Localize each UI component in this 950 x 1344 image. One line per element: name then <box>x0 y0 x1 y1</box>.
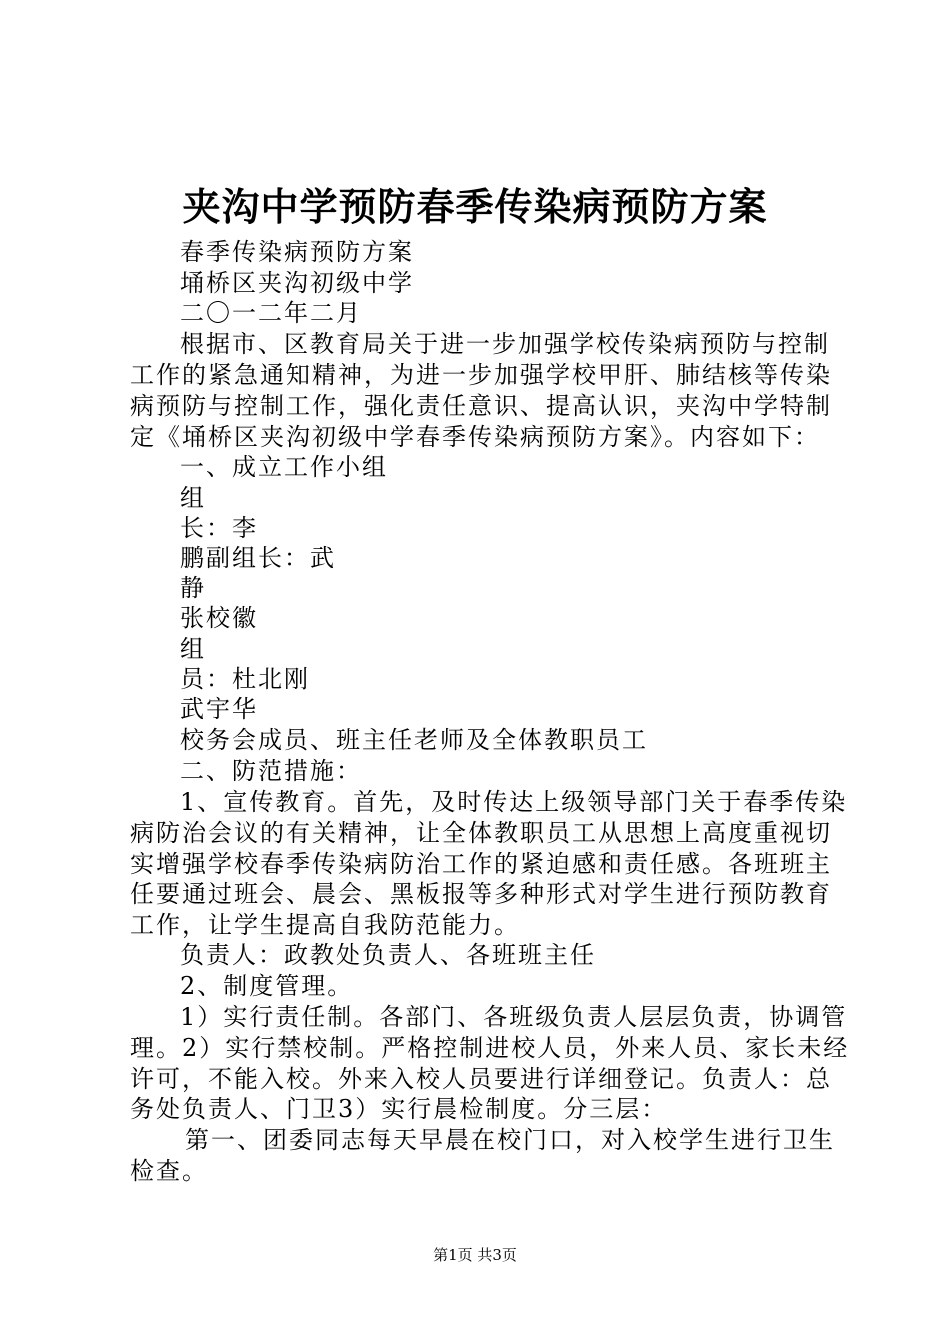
page-footer: 第1页 共3页 <box>433 1246 517 1264</box>
paragraph-line: 根据市、区教育局关于进一步加强学校传染病预防与控制 <box>180 330 830 358</box>
paragraph-line: 工作的紧急通知精神，为进一步加强学校甲肝、肺结核等传染 <box>130 361 832 389</box>
school-name-line: 埇桥区夹沟初级中学 <box>180 269 414 297</box>
team-line: 员：杜北刚 <box>180 665 310 693</box>
paragraph-line: 第一、团委同志每天早晨在校门口，对入校学生进行卫生 <box>185 1126 835 1154</box>
team-line: 武宇华 <box>180 695 258 723</box>
team-line: 校务会成员、班主任老师及全体教职员工 <box>180 726 648 754</box>
paragraph-line: 许可，不能入校。外来入校人员要进行详细登记。负责人：总 <box>130 1065 832 1093</box>
team-line: 组 <box>180 635 206 663</box>
responsible-line: 负责人：政教处负责人、各班班主任 <box>180 941 596 969</box>
paragraph-line: 务处负责人、门卫3）实行晨检制度。分三层： <box>130 1095 668 1123</box>
paragraph-line: 病防治会议的有关精神，让全体教职员工从思想上高度重视切 <box>130 819 832 847</box>
team-line: 鹏副组长：武 <box>180 544 336 572</box>
section-heading: 二、防范措施： <box>180 757 362 785</box>
paragraph-line: 1）实行责任制。各部门、各班级负责人层层负责，协调管 <box>180 1003 848 1031</box>
team-line: 组 <box>180 484 206 512</box>
paragraph-line: 实增强学校春季传染病防治工作的紧迫感和责任感。各班班主 <box>130 850 832 878</box>
document-title: 夹沟中学预防春季传染病预防方案 <box>182 184 768 229</box>
subtitle-line: 春季传染病预防方案 <box>180 238 414 266</box>
subsection-heading: 2、制度管理。 <box>180 972 354 1000</box>
team-line: 长：李 <box>180 514 258 542</box>
team-line: 张校徽 <box>180 604 258 632</box>
paragraph-line: 任要通过班会、晨会、黑板报等多种形式对学生进行预防教育 <box>130 880 832 908</box>
date-line: 二〇一二年二月 <box>180 299 362 327</box>
paragraph-line: 理。2）实行禁校制。严格控制进校人员，外来人员、家长未经 <box>130 1034 850 1062</box>
paragraph-line: 检查。 <box>130 1157 208 1185</box>
team-line: 静 <box>180 574 206 602</box>
paragraph-line: 工作，让学生提高自我防范能力。 <box>130 911 520 939</box>
paragraph-line: 定《埇桥区夹沟初级中学春季传染病预防方案》。内容如下： <box>130 423 820 451</box>
paragraph-line: 1、宣传教育。首先，及时传达上级领导部门关于春季传染 <box>180 788 848 816</box>
section-heading: 一、成立工作小组 <box>180 453 388 481</box>
paragraph-line: 病预防与控制工作，强化责任意识、提高认识，夹沟中学特制 <box>130 392 832 420</box>
